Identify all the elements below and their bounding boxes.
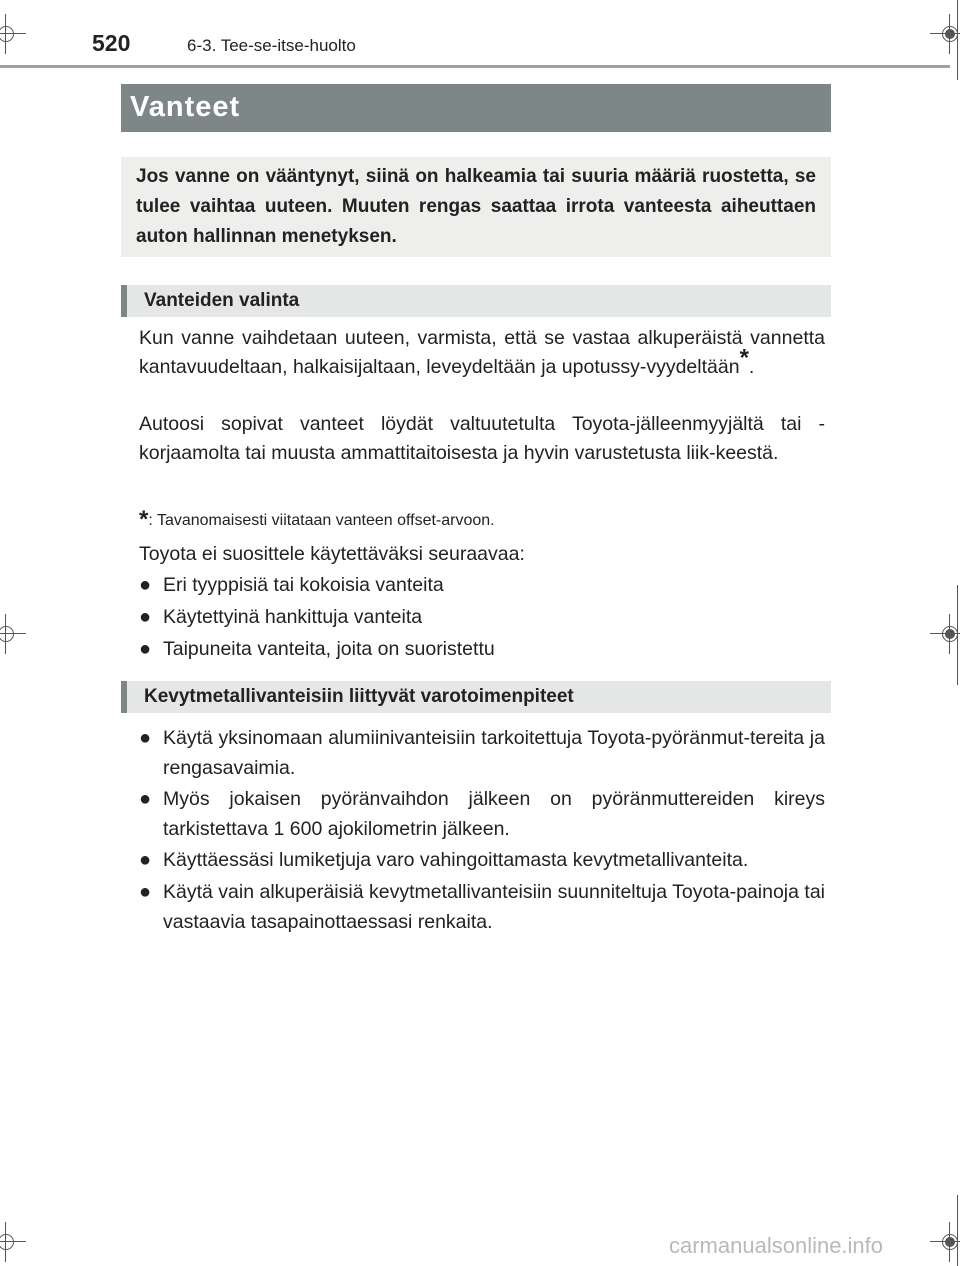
registration-mark-mid-right	[930, 614, 960, 654]
list-item-text: Myös jokaisen pyöränvaihdon jälkeen on pyöränmuttereiden kireys tarkistettava 1 600 ajokilometrin jälkeen.	[163, 788, 825, 840]
list-item-text: Käytettyinä hankittuja vanteita	[163, 606, 423, 628]
list-item	[139, 602, 825, 632]
warning-box: Jos vanne on vääntynyt, siinä on halkeamia tai suuria määriä ruostetta, se tulee vaihtaa uuteen. Muuten rengas saattaa irrota vanteesta aiheuttaen auton hallinnan menetyksen.	[121, 157, 831, 257]
bullet-icon: ●	[139, 638, 152, 660]
paragraph-rim-spec	[139, 324, 825, 382]
watermark: carmanualsonline.info	[669, 1233, 884, 1258]
paragraph-rim-spec-end: .	[748, 356, 755, 378]
list-item-text: Käyttäessäsi lumiketjuja varo vahingoittamasta kevytmetallivanteita.	[163, 849, 749, 871]
registration-mark-bottom-left	[0, 1222, 26, 1262]
list-item	[139, 634, 825, 664]
crop-line-mid-right	[957, 585, 958, 685]
header-rule	[0, 65, 950, 68]
footnote-mark: *	[139, 506, 149, 533]
registration-mark-bottom-right	[930, 1222, 960, 1262]
registration-mark-mid-left	[0, 614, 26, 654]
list-item-text: Taipuneita vanteita, joita on suoristettu	[163, 638, 495, 660]
section-heading-alloy-precautions: Kevytmetallivanteisiin liittyvät varotoimenpiteet	[121, 681, 831, 713]
footnote-text: : Tavanomaisesti viitataan vanteen offset-arvoon.	[148, 512, 495, 529]
list-item	[139, 877, 825, 937]
bullet-icon: ●	[139, 574, 152, 596]
paragraph-not-recommended: Toyota ei suosittele käytettäväksi seuraavaa:	[139, 543, 525, 565]
page-number: 520	[92, 30, 131, 56]
bullet-icon: ●	[139, 606, 152, 628]
list-item	[139, 570, 825, 600]
section-heading-rim-selection: Vanteiden valinta	[121, 285, 831, 317]
bullet-icon: ●	[139, 727, 152, 749]
registration-mark-top-left	[0, 14, 26, 54]
paragraph-rim-spec-text: Kun vanne vaihdetaan uuteen, varmista, että se vastaa alkuperäistä vannetta kantavuudeltaan, halkaisijaltaan, leveydeltään ja upotussy-vyydeltään	[139, 327, 825, 378]
footnote	[139, 506, 495, 534]
bullet-icon: ●	[139, 881, 152, 903]
crop-line-bottom-right	[957, 1195, 958, 1266]
page-title: Vanteet	[121, 84, 831, 132]
bullet-icon: ●	[139, 788, 152, 810]
section-path: 6-3. Tee-se-itse-huolto	[187, 36, 356, 55]
crop-line-top-right	[957, 0, 958, 80]
list-item	[139, 723, 825, 783]
list-item-text: Käytä vain alkuperäisiä kevytmetallivanteisiin suunniteltuja Toyota-painoja tai vastaavia tasapainottaessasi renkaita.	[163, 881, 825, 933]
list-item-text: Eri tyyppisiä tai kokoisia vanteita	[163, 574, 444, 596]
list-item	[139, 784, 825, 844]
bullet-icon: ●	[139, 849, 152, 871]
registration-mark-top-right	[930, 14, 960, 54]
footnote-reference-mark: *	[739, 344, 749, 372]
list-item	[139, 845, 825, 875]
list-item-text: Käytä yksinomaan alumiinivanteisiin tarkoitettuja Toyota-pyöränmut-tereita ja rengasavaimia.	[163, 727, 825, 779]
paragraph-dealer: Autoosi sopivat vanteet löydät valtuutetulta Toyota-jälleenmyyjältä tai -korjaamolta tai muusta ammattitaitoisesta ja hyvin varustetusta liik-keestä.	[139, 413, 825, 464]
